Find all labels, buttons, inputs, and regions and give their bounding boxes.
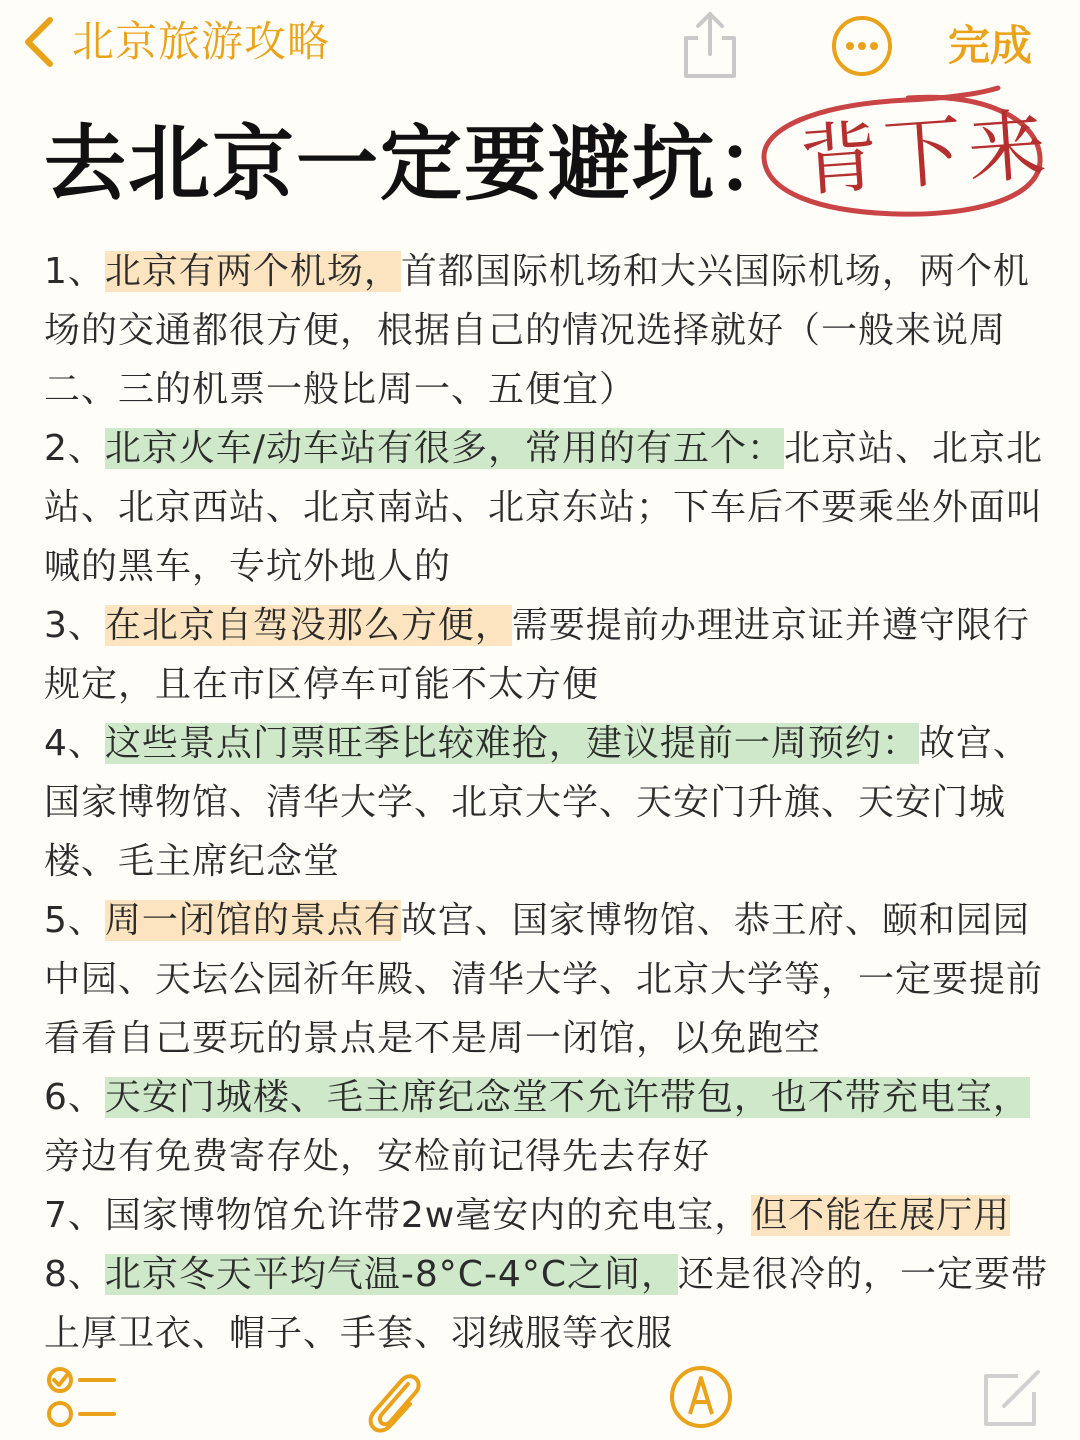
item-number: 4、 (44, 723, 105, 764)
bottom-toolbar (0, 1360, 1080, 1440)
item-number: 5、 (44, 900, 105, 941)
item-text: 需要提前办理进京证并遵守限行规定，且在市区停车可能不太方便 (44, 605, 1030, 705)
list-item (44, 1245, 1054, 1363)
item-number: 2、 (44, 428, 105, 469)
item-number: 3、 (44, 605, 105, 646)
highlight-text: 但不能在展厅用 (751, 1195, 1011, 1236)
page-title: 去北京一定要避坑： (44, 117, 801, 212)
list-item (44, 419, 1054, 596)
markup-pen-icon[interactable] (668, 1364, 734, 1430)
list-item (44, 1186, 1054, 1245)
item-text: 国家博物馆允许带2w毫安内的充电宝， (104, 1195, 752, 1236)
item-number: 7、 (44, 1195, 105, 1236)
item-number: 1、 (44, 251, 105, 292)
item-text: 旁边有免费寄存处，安检前记得先去存好 (44, 1136, 711, 1177)
highlight-text: 这些景点门票旺季比较难抢，建议提前一周预约： (104, 723, 919, 764)
stamp-text: 背下来 (797, 100, 1055, 208)
item-number: 6、 (44, 1077, 105, 1118)
highlight-text: 北京火车/动车站有很多，常用的有五个： (104, 428, 785, 469)
share-icon[interactable] (678, 8, 742, 82)
chevron-left-icon (18, 14, 58, 70)
item-text: 还是很冷的，一定要带上厚卫衣、帽子、手套、羽绒服等衣服 (44, 1254, 1048, 1354)
list-item (44, 891, 1054, 1068)
highlight-text: 天安门城楼、毛主席纪念堂不允许带包，也不带充电宝， (104, 1077, 1030, 1118)
item-number: 8、 (44, 1254, 105, 1295)
item-text: 故宫、国家博物馆、清华大学、北京大学、天安门升旗、天安门城楼、毛主席纪念堂 (44, 723, 1030, 882)
list-item (44, 714, 1054, 891)
back-button[interactable] (18, 14, 330, 70)
note-body (44, 242, 1054, 1363)
checklist-icon[interactable] (44, 1364, 118, 1430)
item-text: 北京站、北京北站、北京西站、北京南站、北京东站；下车后不要乘坐外面叫喊的黑车，专坑外地人的 (44, 428, 1044, 587)
item-text: 故宫、国家博物馆、恭王府、颐和园园中园、天坛公园祈年殿、清华大学、北京大学等，一定要提前看看自己要玩的景点是不是周一闭馆，以免跑空 (44, 900, 1044, 1059)
highlight-text: 在北京自驾没那么方便， (104, 605, 512, 646)
back-label: 北京旅游攻略 (72, 17, 331, 66)
compose-icon[interactable] (980, 1364, 1046, 1430)
paperclip-icon[interactable] (360, 1364, 426, 1436)
list-item (44, 242, 1054, 419)
list-item (44, 596, 1054, 714)
highlight-text: 北京有两个机场， (104, 251, 401, 292)
item-text: 首都国际机场和大兴国际机场，两个机场的交通都很方便，根据自己的情况选择就好（一般来说周二、三的机票一般比周一、五便宜） (44, 251, 1030, 410)
highlight-text: 周一闭馆的景点有 (104, 900, 401, 941)
list-item (44, 1068, 1054, 1186)
done-button[interactable]: 完成 (948, 21, 1033, 70)
highlight-text: 北京冬天平均气温-8°C-4°C之间， (104, 1254, 678, 1295)
more-icon[interactable] (830, 14, 894, 78)
